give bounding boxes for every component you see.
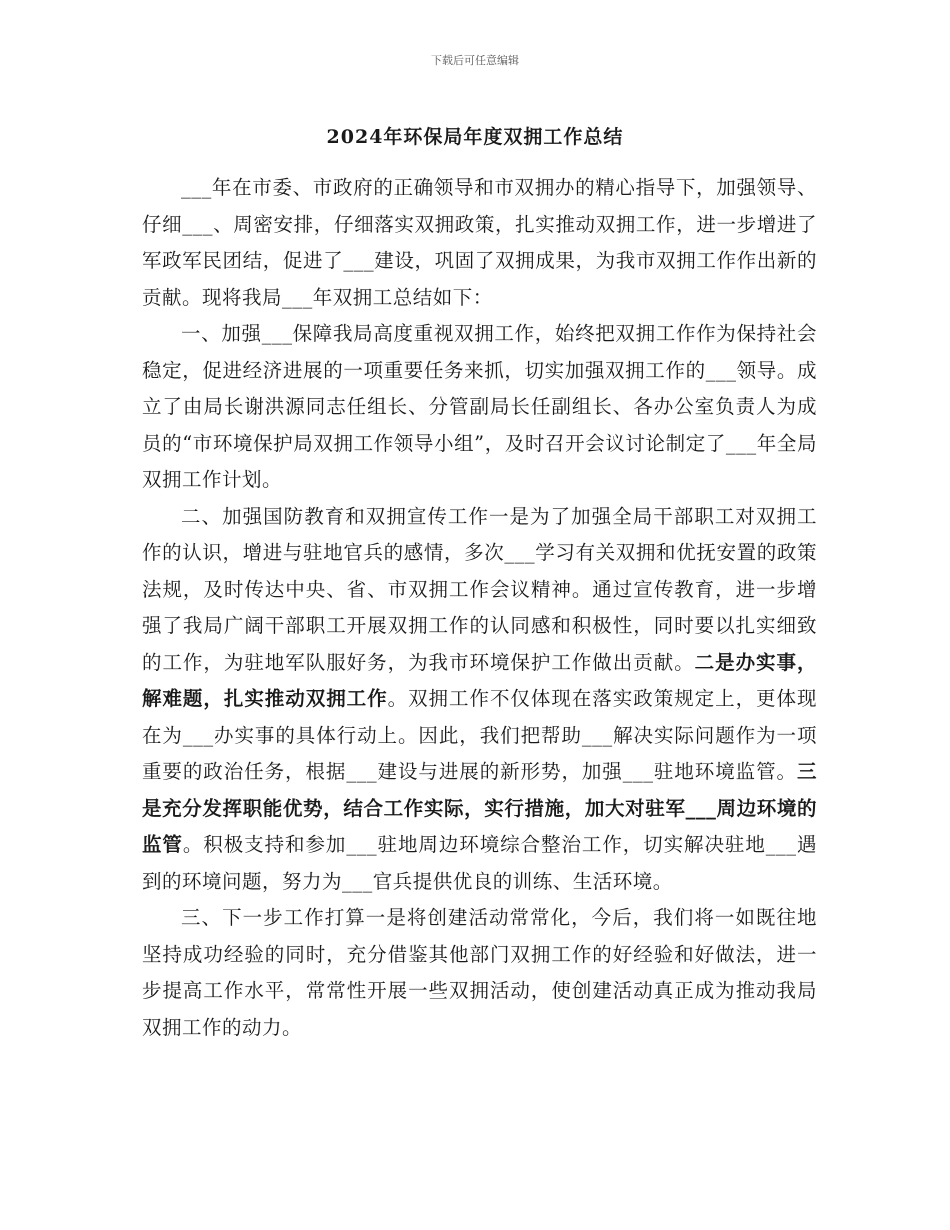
- section-2-text-c: 。积极支持和参加___驻地周边环境综合整治工作，切实解决驻地___遇到的环境问题，努力为___官兵提供优良的训练、生活环境。: [142, 833, 817, 893]
- paragraph-section-3: 三、下一步工作打算一是将创建活动常常化，今后，我们将一如既往地坚持成功经验的同时，充分借鉴其他部门双拥工作的好经验和好做法，进一步提高工作水平，常常性开展一些双拥活动，使创建活动真正成为推动我局双拥工作的动力。: [142, 906, 817, 1039]
- header-note: 下载后可任意编辑: [431, 54, 519, 67]
- paragraph-intro: ___年在市委、市政府的正确领导和市双拥办的精心指导下，加强领导、仔细___、周密安排，仔细落实双拥政策，扎实推动双拥工作，进一步增进了军政军民团结，促进了___建设，巩固了双拥成果，为我市双拥工作作出新的贡献。现将我局___年双拥工总结如下：: [142, 176, 817, 309]
- document-title: 2024年环保局年度双拥工作总结: [326, 126, 624, 148]
- section-2-text-b: 。双拥工作不仅体现在落实政策规定上，更体现在为___办实事的具体行动上。因此，我们把帮助___解决实际问题作为一项重要的政治任务，根据___建设与进展的新形势，加强___驻地环境监管。: [142, 687, 817, 783]
- section-2-bold-heading-a: 二是办实事，解难题，扎实推动双拥工作: [142, 650, 817, 710]
- paragraph-section-2: [142, 499, 817, 901]
- section-2-bold-heading-b: 三是充分发挥职能优势，结合工作实际，实行措施，加大对驻军___周边环境的监管: [142, 760, 817, 856]
- paragraph-section-1: 一、加强___保障我局高度重视双拥工作，始终把双拥工作作为保持社会稳定，促进经济进展的一项重要任务来抓，切实加强双拥工作的___领导。成立了由局长谢洪源同志任组长、分管副局长任副组长、各办公室负责人为成员的“市环境保护局双拥工作领导小组”，及时召开会议讨论制定了___年全局双拥工作计划。: [142, 322, 817, 491]
- document-body: [142, 170, 817, 1046]
- section-2-text-a: 二、加强国防教育和双拥宣传工作一是为了加强全局干部职工对双拥工作的认识，增进与驻地官兵的感情，多次___学习有关双拥和优抚安置的政策法规，及时传达中央、省、市双拥工作会议精神。通过宣传教育，进一步增强了我局广阔干部职工开展双拥工作的认同感和积极性，同时要以扎实细致的工作，为驻地军队服好务，为我市环境保护工作做出贡献。: [142, 504, 817, 674]
